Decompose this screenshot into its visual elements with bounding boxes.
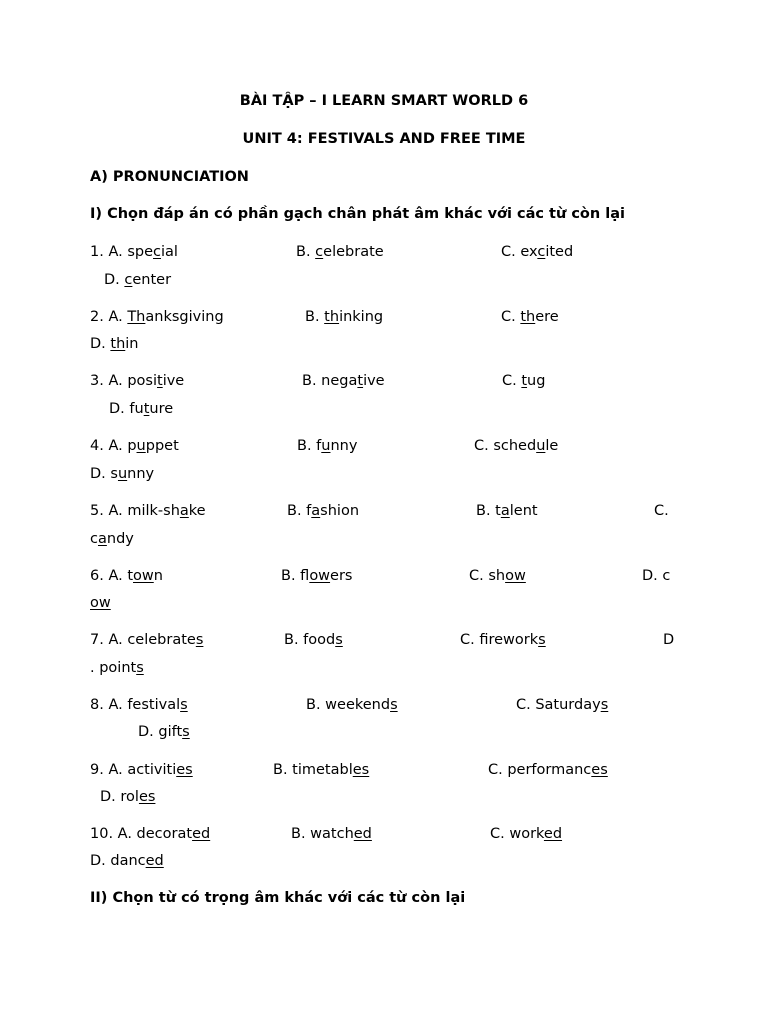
question-stem <box>90 308 224 326</box>
answer-option <box>138 723 190 741</box>
question-stem <box>90 696 188 714</box>
answer-option <box>90 465 154 483</box>
option-text: D <box>663 632 675 648</box>
option-text: lent <box>509 503 538 519</box>
answer-option <box>474 437 558 455</box>
question-stem <box>90 631 203 649</box>
option-text: 6. A. t <box>90 568 134 584</box>
underlined-sound: es <box>138 789 156 805</box>
option-text: ial <box>161 244 178 260</box>
answer-option <box>501 243 573 261</box>
option-text: B. fl <box>281 568 310 584</box>
option-text: ndy <box>106 531 134 547</box>
answer-option <box>501 308 559 326</box>
answer-option <box>490 825 562 843</box>
underlined-sound: es <box>352 762 370 778</box>
underlined-sound: ed <box>353 826 372 842</box>
option-text: ive <box>363 373 385 389</box>
answer-option <box>642 567 670 585</box>
option-text: C. work <box>490 826 544 842</box>
underlined-sound: c <box>315 244 324 260</box>
option-text: 3. A. posi <box>90 373 157 389</box>
unit-title: UNIT 4: FESTIVALS AND FREE TIME <box>242 131 526 147</box>
document-title: BÀI TẬP – I LEARN SMART WORLD 6 <box>239 93 529 109</box>
underlined-sound: t <box>157 373 163 389</box>
answer-option <box>302 372 385 390</box>
option-text: . point <box>90 660 137 676</box>
option-text: C. ex <box>501 244 538 260</box>
option-text: ug <box>527 373 546 389</box>
option-text: B. timetabl <box>273 762 353 778</box>
option-text: 5. A. milk-sh <box>90 503 180 519</box>
option-text: C. performanc <box>488 762 592 778</box>
option-text: 1. A. spe <box>90 244 154 260</box>
option-text: shion <box>320 503 360 519</box>
underlined-sound: u <box>117 466 128 482</box>
option-text: 8. A. festival <box>90 697 181 713</box>
option-text: le <box>545 438 559 454</box>
underlined-sound: es <box>591 762 608 778</box>
answer-option <box>305 308 383 326</box>
answer-option <box>291 825 372 843</box>
underlined-sound: th <box>324 309 340 325</box>
underlined-sound: s <box>182 724 190 740</box>
underlined-sound: s <box>600 697 609 713</box>
option-text: ive <box>162 373 185 389</box>
answer-option <box>516 696 608 714</box>
option-text: enter <box>132 272 172 288</box>
underlined-sound: ow <box>309 568 331 584</box>
option-text: D. c <box>642 568 671 584</box>
part1-instruction: I) Chọn đáp án có phần gạch chân phát âm khác với các từ còn lại <box>90 206 625 222</box>
answer-option <box>284 631 343 649</box>
underlined-sound: ed <box>543 826 563 842</box>
underlined-sound: ed <box>145 853 164 869</box>
option-text: C. <box>502 373 522 389</box>
underlined-sound: c <box>124 272 133 288</box>
underlined-sound: s <box>195 632 204 648</box>
underlined-sound: u <box>536 438 546 454</box>
underlined-sound: es <box>176 762 193 778</box>
answer-option <box>287 502 359 520</box>
option-text: B. food <box>284 632 336 648</box>
answer-option <box>90 852 164 870</box>
option-text: inking <box>339 309 384 325</box>
option-text: B. weekend <box>306 697 391 713</box>
underlined-sound: s <box>335 632 343 648</box>
option-text: B. f <box>287 503 312 519</box>
underlined-sound: t <box>521 373 528 389</box>
underlined-sound: Th <box>127 309 146 325</box>
part2-instruction: II) Chọn từ có trọng âm khác với các từ còn lại <box>90 890 466 906</box>
option-text: ers <box>330 568 353 584</box>
option-text: D. fu <box>109 401 144 417</box>
option-text: nny <box>330 438 358 454</box>
underlined-sound: s <box>390 697 398 713</box>
underlined-sound: t <box>143 401 150 417</box>
option-text: B. watch <box>291 826 354 842</box>
answer-option <box>476 502 538 520</box>
option-text: 4. A. p <box>90 438 137 454</box>
option-text: B. t <box>476 503 501 519</box>
underlined-sound: ed <box>192 826 211 842</box>
underlined-sound: th <box>520 309 536 325</box>
question-stem <box>90 243 178 261</box>
section-heading: A) PRONUNCIATION <box>90 169 249 185</box>
option-text: ppet <box>145 438 179 454</box>
answer-option <box>306 696 398 714</box>
option-text: B. nega <box>302 373 358 389</box>
underlined-sound: u <box>321 438 331 454</box>
underlined-sound: ow <box>505 568 526 584</box>
option-text: 10. A. decorat <box>90 826 193 842</box>
option-text: D. danc <box>90 853 146 869</box>
option-text: D. <box>90 336 111 352</box>
answer-option <box>273 761 369 779</box>
question-stem <box>90 825 210 843</box>
answer-option <box>90 530 134 548</box>
option-text: 9. A. activiti <box>90 762 177 778</box>
underlined-sound: ow <box>133 568 154 584</box>
option-text: D. s <box>90 466 118 482</box>
option-text: B. <box>305 309 325 325</box>
answer-option <box>663 631 674 649</box>
underlined-sound: c <box>153 244 161 260</box>
answer-option <box>90 659 144 677</box>
option-text: 2. A. <box>90 309 128 325</box>
option-text: C. <box>501 309 521 325</box>
answer-option <box>488 761 608 779</box>
option-text: C. <box>654 503 669 519</box>
underlined-sound: a <box>311 503 321 519</box>
option-text: in <box>125 336 139 352</box>
option-text: 7. A. celebrate <box>90 632 196 648</box>
answer-option <box>469 567 526 585</box>
answer-option <box>502 372 545 390</box>
option-text: nny <box>127 466 155 482</box>
underlined-sound: a <box>500 503 510 519</box>
option-text: ere <box>535 309 559 325</box>
underlined-sound: a <box>97 531 107 547</box>
option-text: n <box>153 568 163 584</box>
option-text: C. sched <box>474 438 537 454</box>
option-text: ke <box>188 503 206 519</box>
option-text: D. <box>104 272 125 288</box>
answer-option <box>460 631 546 649</box>
question-stem <box>90 761 193 779</box>
option-text: D. rol <box>100 789 139 805</box>
underlined-sound: s <box>538 632 546 648</box>
answer-option <box>90 335 139 353</box>
question-stem <box>90 372 184 390</box>
underlined-sound: c <box>537 244 546 260</box>
option-text: B. <box>296 244 316 260</box>
option-text: C. sh <box>469 568 506 584</box>
underlined-sound: s <box>180 697 188 713</box>
option-text: ited <box>545 244 574 260</box>
question-stem <box>90 502 206 520</box>
underlined-sound: th <box>110 336 126 352</box>
answer-option <box>90 594 111 612</box>
answer-option <box>104 271 171 289</box>
answer-option <box>654 502 669 520</box>
question-stem <box>90 567 163 585</box>
option-text: D. gift <box>138 724 183 740</box>
option-text: elebrate <box>323 244 384 260</box>
answer-option <box>109 400 173 418</box>
option-text: C. Saturday <box>516 697 601 713</box>
option-text: anksgiving <box>145 309 224 325</box>
underlined-sound: ow <box>90 595 111 611</box>
option-text: C. firework <box>460 632 539 648</box>
question-stem <box>90 437 179 455</box>
option-text: c <box>90 531 98 547</box>
underlined-sound: t <box>357 373 364 389</box>
answer-option <box>100 788 155 806</box>
underlined-sound: a <box>179 503 189 519</box>
answer-option <box>296 243 384 261</box>
underlined-sound: u <box>136 438 146 454</box>
option-text: ure <box>149 401 174 417</box>
answer-option <box>281 567 352 585</box>
answer-option <box>297 437 357 455</box>
option-text: B. f <box>297 438 322 454</box>
underlined-sound: s <box>136 660 144 676</box>
